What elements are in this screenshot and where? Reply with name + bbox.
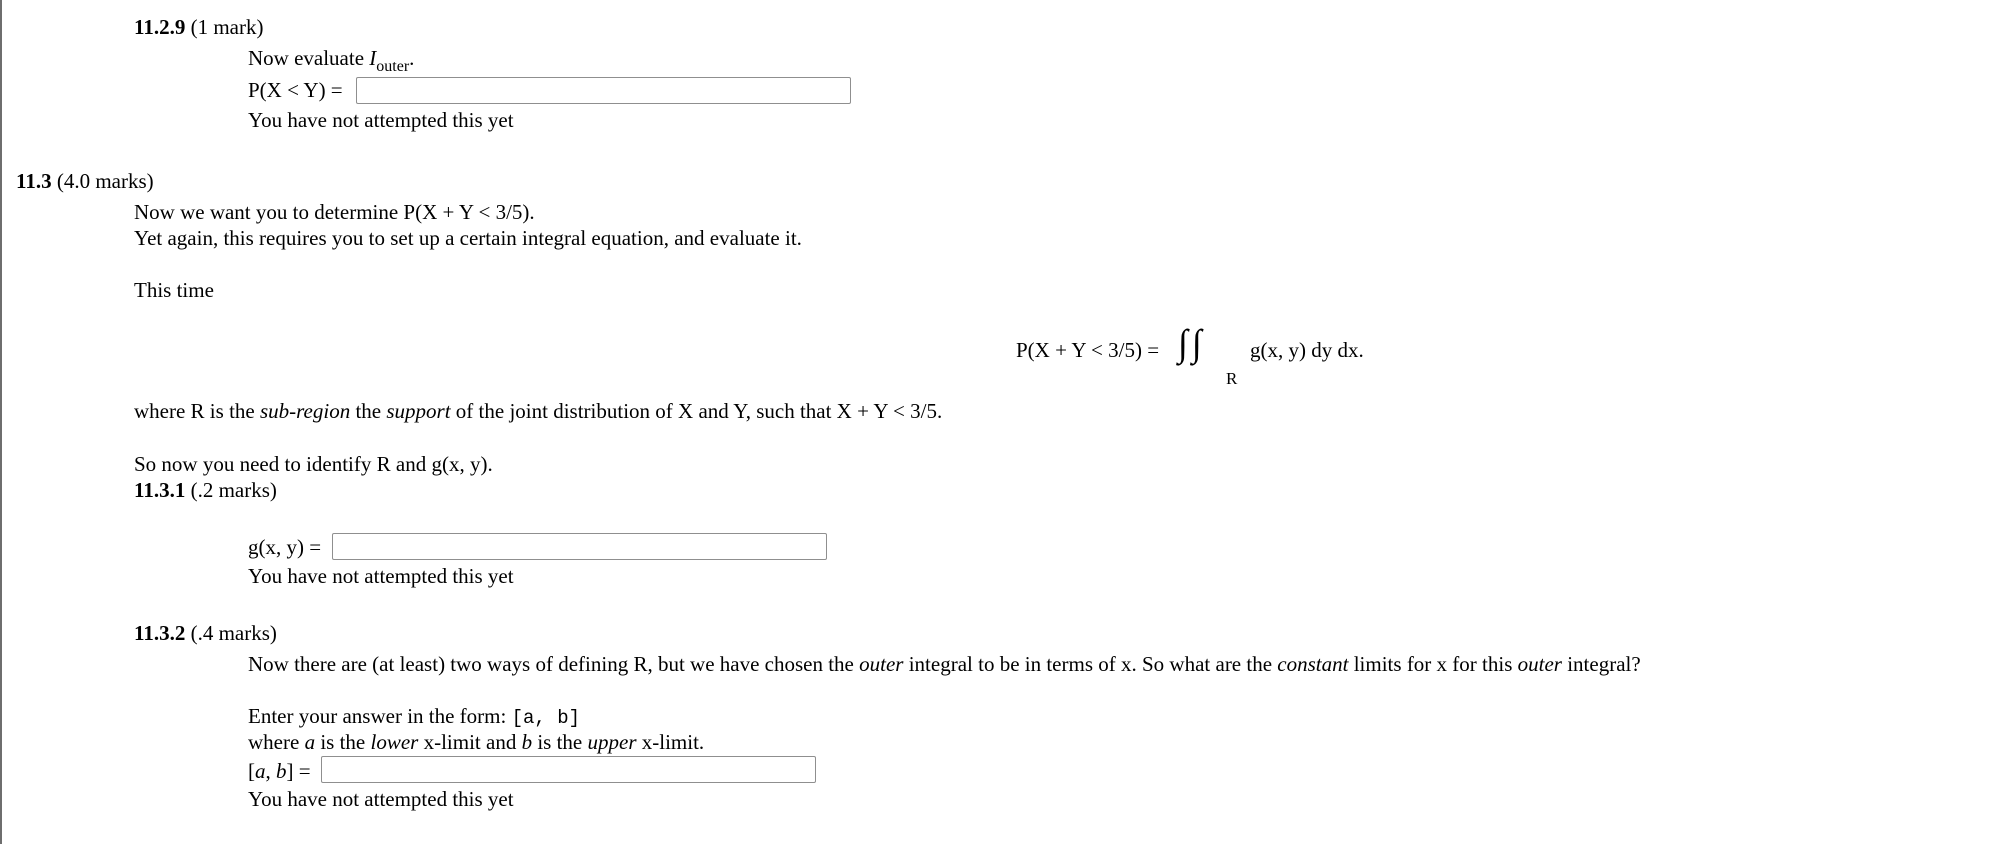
text: ] = — [286, 759, 311, 783]
instruction-line-2: Yet again, this requires you to set up a certain integral equation, and evaluate it. — [134, 226, 802, 250]
text: limits for x for this — [1348, 652, 1518, 676]
variable-a: a — [304, 730, 316, 754]
outer-limits-question — [248, 651, 1641, 677]
identify-instruction: So now you need to identify R and g(x, y). — [134, 452, 493, 476]
question-11-3-1-heading — [134, 477, 277, 503]
question-marks: (4.0 marks) — [56, 169, 154, 193]
answer-input-p-x-less-y[interactable] — [356, 77, 851, 104]
attempt-status: You have not attempted this yet — [248, 564, 514, 588]
emphasis-text: lower — [370, 730, 419, 754]
emphasis-text: support — [386, 399, 451, 423]
question-number: 11.3.2 — [134, 621, 186, 645]
answer-label — [248, 758, 311, 784]
emphasis-text: upper — [587, 730, 637, 754]
question-11-2-9-heading — [134, 14, 263, 40]
answer-label: P(X < Y) = — [248, 78, 343, 102]
integral-sign-icon: ∫ — [1178, 322, 1188, 364]
evaluate-prompt — [248, 45, 414, 80]
text: , — [265, 759, 276, 783]
I-symbol: I — [369, 46, 377, 70]
question-marks: (1 mark) — [190, 15, 264, 39]
formula-lhs: P(X + Y < 3/5) = — [1016, 338, 1160, 362]
answer-format-instruction — [248, 703, 580, 731]
emphasis-text: outer — [1517, 652, 1562, 676]
attempt-status: You have not attempted this yet — [248, 787, 514, 811]
text: [ — [248, 759, 255, 783]
variable-b: b — [521, 730, 533, 754]
question-marks: (.4 marks) — [190, 621, 277, 645]
text: x-limit. — [636, 730, 705, 754]
variable-b: b — [276, 759, 287, 783]
I-subscript: outer — [376, 58, 410, 75]
attempt-status: You have not attempted this yet — [248, 108, 514, 132]
emphasis-text: sub-region — [259, 399, 351, 423]
integral-region-label: R — [1226, 369, 1238, 388]
text: x-limit and — [418, 730, 522, 754]
emphasis-text: outer — [859, 652, 904, 676]
left-border — [0, 0, 2, 844]
answer-input-g-x-y[interactable] — [332, 533, 827, 560]
variable-a: a — [255, 759, 266, 783]
question-number: 11.3 — [16, 169, 52, 193]
text: Enter your answer in the form: — [248, 704, 512, 728]
prompt-suffix: . — [409, 46, 415, 70]
instruction-line-1: Now we want you to determine P(X + Y < 3/5). — [134, 200, 535, 224]
formula-rhs: g(x, y) dy dx. — [1250, 338, 1364, 362]
where-r-description — [134, 398, 942, 424]
question-number: 11.2.9 — [134, 15, 186, 39]
integral-sign-icon: ∫ — [1191, 322, 1202, 364]
instruction-line-3: This time — [134, 278, 214, 302]
answer-format-code: [a, b] — [511, 707, 581, 729]
text: the — [350, 399, 387, 423]
question-11-3-2-heading — [134, 620, 277, 646]
prompt-text: Now evaluate — [248, 46, 370, 70]
answer-label: g(x, y) = — [248, 535, 322, 559]
text: integral? — [1561, 652, 1641, 676]
text: where R is the — [134, 399, 260, 423]
double-integral — [1178, 323, 1202, 368]
question-marks: (.2 marks) — [190, 478, 277, 502]
emphasis-text: constant — [1277, 652, 1349, 676]
limit-definition — [248, 729, 704, 755]
text: is the — [315, 730, 371, 754]
text: where — [248, 730, 305, 754]
text: is the — [532, 730, 588, 754]
question-11-3-heading — [16, 168, 154, 194]
question-number: 11.3.1 — [134, 478, 186, 502]
text: integral to be in terms of x. So what are the — [903, 652, 1278, 676]
text: of the joint distribution of X and Y, such that X + Y < 3/5. — [450, 399, 943, 423]
text: Now there are (at least) two ways of defining R, but we have chosen the — [248, 652, 860, 676]
answer-input-a-b[interactable] — [321, 756, 816, 783]
